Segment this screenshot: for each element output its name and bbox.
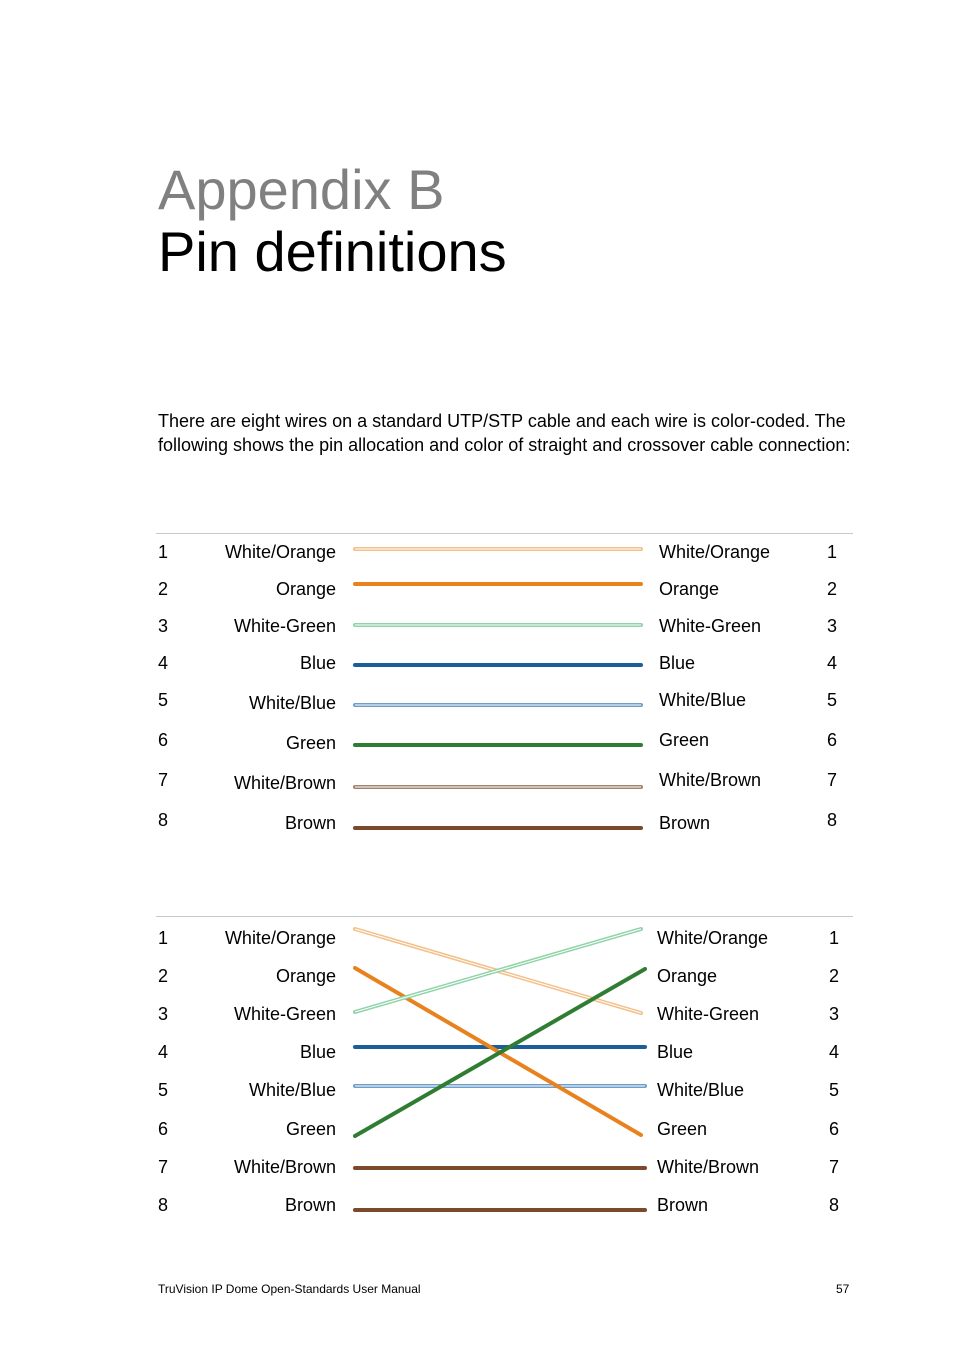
crossover-right-color: Orange — [657, 966, 718, 986]
crossover-left-pin: 6 — [158, 1119, 169, 1139]
crossover-left-pin: 2 — [158, 966, 169, 986]
crossover-right-pin: 7 — [829, 1157, 840, 1177]
crossover-right-color: Brown — [657, 1195, 709, 1215]
crossover-left-pin: 8 — [158, 1195, 169, 1215]
straight-right-pin: 2 — [827, 579, 838, 599]
straight-left-color: White/Blue — [248, 693, 336, 713]
crossover-left-color: White-Green — [233, 1004, 336, 1024]
crossover-right-color: Blue — [657, 1042, 694, 1062]
crossover-right-pin: 3 — [829, 1004, 840, 1024]
crossover-right-pin: 5 — [829, 1080, 840, 1100]
straight-right-pin: 7 — [827, 770, 838, 790]
crossover-right-color: White-Green — [657, 1004, 760, 1024]
straight-right-color: White/Brown — [659, 770, 762, 790]
crossover-left-pin: 3 — [158, 1004, 169, 1024]
straight-left-color: Blue — [299, 653, 336, 673]
straight-left-pin: 1 — [158, 542, 169, 562]
straight-right-color: White/Blue — [659, 690, 747, 710]
crossover-wires — [355, 929, 645, 1210]
crossover-right-color: White/Blue — [657, 1080, 745, 1100]
crossover-left-color: Green — [285, 1119, 336, 1139]
straight-right-color: Blue — [659, 653, 696, 673]
straight-left-color: Orange — [275, 579, 336, 599]
straight-wires — [355, 549, 641, 828]
straight-right-color: Green — [659, 730, 710, 750]
crossover-left-color: Blue — [299, 1042, 336, 1062]
straight-right-color: Orange — [659, 579, 720, 599]
straight-right-pin: 6 — [827, 730, 838, 750]
straight-left-pin: 4 — [158, 653, 169, 673]
crossover-left-pin: 4 — [158, 1042, 169, 1062]
crossover-left-pin: 1 — [158, 928, 169, 948]
straight-left-color: White-Green — [233, 616, 336, 636]
footer-manual-title: TruVision IP Dome Open-Standards User Manual — [158, 1282, 421, 1296]
crossover-left-color: Brown — [284, 1195, 336, 1215]
straight-left-color: White/Brown — [233, 773, 336, 793]
straight-left-color: Brown — [284, 813, 336, 833]
crossover-left-color: Orange — [275, 966, 336, 986]
straight-left-pin: 2 — [158, 579, 169, 599]
straight-right-pin: 3 — [827, 616, 838, 636]
crossover-left-pin: 7 — [158, 1157, 169, 1177]
crossover-left-color: White/Brown — [233, 1157, 336, 1177]
page-title: Pin definitions — [158, 220, 507, 283]
crossover-right-color: Green — [657, 1119, 708, 1139]
straight-right-pin: 1 — [827, 542, 838, 562]
straight-right-pin: 5 — [827, 690, 838, 710]
straight-right-color: White-Green — [659, 616, 762, 636]
intro-paragraph: There are eight wires on a standard UTP/STP cable and each wire is color-coded. The following shows the pin allocation and color of straight and crossover cable connection: — [158, 411, 851, 455]
straight-left-color: White/Orange — [224, 542, 336, 562]
straight-left-pin: 6 — [158, 730, 169, 750]
crossover-right-pin: 2 — [829, 966, 840, 986]
straight-right-pin: 4 — [827, 653, 838, 673]
crossover-right-pin: 8 — [829, 1195, 840, 1215]
crossover-right-color: White/Orange — [657, 928, 769, 948]
crossover-right-pin: 6 — [829, 1119, 840, 1139]
crossover-right-pin: 4 — [829, 1042, 840, 1062]
straight-right-color: Brown — [659, 813, 711, 833]
footer-page-number: 57 — [836, 1282, 850, 1296]
straight-right-pin: 8 — [827, 810, 838, 830]
crossover-right-pin: 1 — [829, 928, 840, 948]
straight-right-color: White/Orange — [659, 542, 771, 562]
crossover-left-pin: 5 — [158, 1080, 169, 1100]
straight-left-pin: 7 — [158, 770, 169, 790]
straight-left-pin: 3 — [158, 616, 169, 636]
crossover-left-color: White/Orange — [224, 928, 336, 948]
straight-left-color: Green — [285, 733, 336, 753]
crossover-left-color: White/Blue — [248, 1080, 336, 1100]
appendix-label: Appendix B — [158, 158, 445, 221]
straight-left-pin: 8 — [158, 810, 169, 830]
crossover-right-color: White/Brown — [657, 1157, 760, 1177]
straight-left-pin: 5 — [158, 690, 169, 710]
